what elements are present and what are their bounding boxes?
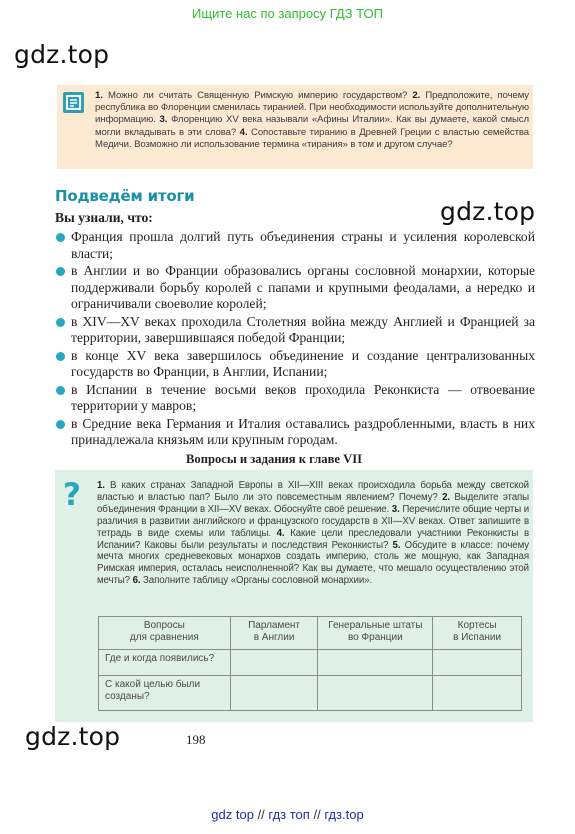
table-header <box>230 617 318 650</box>
question-number: 2. <box>412 90 421 101</box>
table-row <box>99 676 522 711</box>
list-item-text: в Англии и во Франции образовались органы сословной монархии, которые поддерживали борьбу королей с папами и крупными феодалами, а нередко и ограничивали своеволие королей; <box>71 263 535 311</box>
list-item-text: в Средние века Германия и Италия оставались раздробленными, власть в них принадлежала князьям или крупным городам. <box>71 415 535 447</box>
table-header-row <box>99 617 522 650</box>
list-item-text: в конце XV века завершилось объединение и создание централизованных государств во Франции, в Англии, Испании; <box>71 347 535 379</box>
question-number: 1. <box>97 480 105 491</box>
footer-link[interactable]: гдз.top <box>324 807 364 822</box>
header-line: Кортесы <box>457 620 497 631</box>
document-icon <box>63 92 84 113</box>
table-cell <box>230 676 318 711</box>
bullet-icon <box>56 420 65 429</box>
question-text: Какие цели преследовали участники Реконкисты в Испании? Каковы были результаты и последствия Реконкисты? <box>97 527 529 551</box>
header-line: для сравнения <box>129 631 199 643</box>
list-item <box>55 382 535 415</box>
summary-section <box>55 210 535 450</box>
chapter-questions-text <box>97 480 529 587</box>
table-cell <box>230 650 318 676</box>
footer-link[interactable]: gdz top <box>211 807 254 822</box>
question-text: Сопоставьте тиранию в Древней Греции с властью семейства Медичи. Возможно ли использование термина «тирания» в том и другом случае? <box>95 126 530 150</box>
search-banner: Ищите нас по запросу ГДЗ ТОП <box>192 6 383 21</box>
section-title: Подведём итоги <box>55 187 195 205</box>
question-text: Обсудите в классе: почему мечта многих средневековых монархов создать империю, столь же мощную, как Западная Римская империя, осталась неисполненной? Как вы думаете, что мешало осуществлению этой мечты? <box>97 539 529 587</box>
header-line: в Испании <box>453 631 502 643</box>
list-item <box>55 263 535 312</box>
question-number: 3. <box>391 503 400 515</box>
header-line: Вопросы <box>143 620 185 631</box>
list-item <box>55 348 535 381</box>
list-item <box>55 416 535 449</box>
list-item-text: в Испании в течение восьми веков проходила Реконкиста — отвоевание территории у мавров; <box>71 381 535 413</box>
footer-separator: // <box>257 807 265 822</box>
header-line: в Англии <box>253 631 295 643</box>
footer-link[interactable]: гдз топ <box>268 807 310 822</box>
header-line: Генеральные штаты <box>328 620 423 631</box>
table-cell: С какой целью были созданы? <box>99 676 231 711</box>
chapter-title: Вопросы и задания к главе VII <box>186 452 363 466</box>
list-item-text: Франция прошла долгий путь объединения страны и усиления королевской власти; <box>71 229 535 261</box>
question-text: Флоренцию XV века называли «Афины Италии». Как вы думаете, какой смысл могли вкладывать в эти слова? <box>95 114 529 138</box>
header-line: Парламент <box>248 620 300 631</box>
chapter-questions-box <box>55 470 533 722</box>
comparison-table <box>98 616 522 711</box>
table-cell <box>433 650 522 676</box>
table-cell: Где и когда появились? <box>99 650 231 676</box>
footer-links <box>0 807 575 822</box>
list-item <box>55 229 535 262</box>
question-number: 1. <box>95 90 103 101</box>
table-cell <box>433 676 522 711</box>
table-header <box>433 617 522 650</box>
tasks-box <box>57 85 533 169</box>
table-header <box>99 617 231 650</box>
table-header <box>318 617 433 650</box>
question-text: Заполните таблицу «Органы сословной монархии». <box>140 575 373 587</box>
question-text: Предположите, почему республика во Флоренции сменилась тиранией. При необходимости используйте дополнительную информацию. <box>95 90 530 126</box>
header-line: во Франции <box>347 631 403 643</box>
bullet-icon <box>56 386 65 395</box>
bullet-icon <box>56 233 65 242</box>
question-text: Выделите этапы объединения Франции в XII—XV веках. Обоснуйте своё решение. <box>97 491 529 515</box>
footer-separator: // <box>313 807 321 822</box>
table-cell <box>318 650 433 676</box>
table-cell <box>318 676 433 711</box>
watermark: gdz.top <box>440 197 536 226</box>
bullet-icon <box>56 318 65 327</box>
question-number: 5. <box>392 539 401 551</box>
question-number: 4. <box>276 527 285 539</box>
bullet-icon <box>56 352 65 361</box>
watermark: gdz.top <box>14 40 110 69</box>
question-number: 6. <box>132 575 141 587</box>
question-number: 3. <box>159 114 168 126</box>
tasks-text <box>95 90 529 151</box>
question-number: 4. <box>239 126 248 138</box>
summary-intro: Вы узнали, что: <box>55 210 153 225</box>
list-item <box>55 314 535 347</box>
summary-list <box>55 229 535 448</box>
bullet-icon <box>56 267 65 276</box>
list-item-text: в XIV—XV веках проходила Столетняя война между Англией и Францией за территории, завершившаяся победой Франции; <box>71 313 535 345</box>
page-number: 198 <box>186 732 206 747</box>
question-text: В каких странах Западной Европы в XII—XIII веках происходила борьба между светской властью и властью пап? Было ли это повсеместным явлением? Почему? <box>97 480 529 503</box>
question-number: 2. <box>442 491 450 503</box>
question-text: Можно ли считать Священную Римскую империю государством? <box>102 90 413 101</box>
watermark: gdz.top <box>25 722 121 751</box>
question-mark-icon: ? <box>63 477 81 513</box>
question-text: Перечислите общие черты и различия в развитии английского и французского государств в XII—XV веках. Ответ запишите в тетрадь в виде схемы или таблицы. <box>97 503 530 539</box>
table-row <box>99 650 522 676</box>
